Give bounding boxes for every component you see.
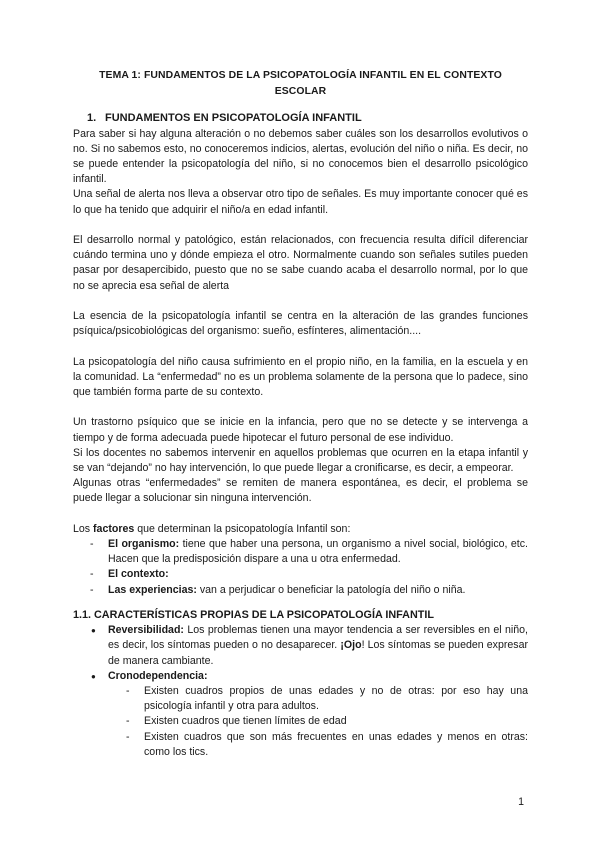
paragraph: Un trastorno psíquico que se inicie en la infancia, pero que no se detecte y se intervenga a tiempo y de forma adecuada puede hipotecar el futuro personal de ese individuo.: [73, 416, 528, 444]
list-item: ● Reversibilidad: Los problemas tienen una mayor tendencia a ser reversibles en el niño, es decir, los síntomas pueden o no desaparecer. ¡Ojo! Los síntomas se pueden expresar de manera cambiante.: [90, 623, 528, 669]
characteristics-list: [73, 623, 528, 760]
list-item: - El contexto:: [90, 567, 528, 582]
paragraph: Algunas otras “enfermedades” se remiten de manera espontánea, es decir, el problema se puede llegar a solucionar sin ninguna intervención.: [73, 477, 528, 505]
list-item: - Existen cuadros propios de unas edades y no de otras: por eso hay una psicología infantil y otra para adultos.: [126, 684, 528, 714]
paragraph: El desarrollo normal y patológico, están relacionados, con frecuencia resulta difícil diferenciar cuándo termina uno y dónde empieza el otro. Normalmente cuando son señales sutiles pueden pasar por desapercibido, puesto que no se sabe cuando acaba el desarrollo normal, por lo que no se aprecia esa señal de alerta: [73, 233, 528, 292]
chrono-sublist: [108, 684, 528, 760]
paragraph: Si los docentes no sabemos intervenir en aquellos problemas que ocurren en la etapa infantil y se van “dejando” no hay intervención, lo que puede llegar a cronificarse, es decir, a empeorar.: [73, 446, 528, 474]
section-1-1-heading: 1.1. CARACTERÍSTICAS PROPIAS DE LA PSICOPATOLOGÍA INFANTIL: [73, 608, 434, 621]
factors-list: [73, 537, 528, 598]
section-1-heading: [87, 111, 528, 127]
section-1-heading-text: FUNDAMENTOS EN PSICOPATOLOGÍA INFANTIL: [105, 112, 362, 124]
list-item: - Las experiencias: van a perjudicar o beneficiar la patología del niño o niña.: [90, 583, 528, 598]
list-item: - El organismo: tiene que haber una persona, un organismo a nivel social, biológico, etc. Hacen que la predisposición dispare a una u otra enfermedad.: [90, 537, 528, 567]
paragraph: La psicopatología del niño causa sufrimiento en el propio niño, en la familia, en la escuela y en la comunidad. La “enfermedad” no es un problema solamente de la persona que lo padece, sino que también forma parte de su contexto.: [73, 355, 528, 398]
paragraph: La esencia de la psicopatología infantil se centra en la alteración de las grandes funciones psíquica/psicobiológicas del organismo: sueño, esfínteres, alimentación....: [73, 309, 528, 338]
paragraph: Una señal de alerta nos lleva a observar otro tipo de señales. Es muy importante conocer qué es lo que ha tenido que adquirir el niño/a en edad infantil.: [73, 188, 528, 216]
document-title: TEMA 1: FUNDAMENTOS DE LA PSICOPATOLOGÍA INFANTIL EN EL CONTEXTO ESCOLAR: [99, 70, 502, 97]
paragraph: Para saber si hay alguna alteración o no debemos saber cuáles son los desarrollos evolutivos o no. Si no sabemos esto, no conoceremos indicios, alertas, evolución del niño o niña. Es decir, no se puede entender la psicopatología del niño, si no conocemos bien el desarrollo psicológico infantil.: [73, 127, 528, 186]
section-1-number: 1.: [87, 112, 97, 124]
list-item: ● Cronodependencia: - Existen cuadros propios de unas edades y no de otras: por eso hay una psicología infantil y otra para adultos. - Existen cuadros que tienen límites de edad - Existen cuadros que son más frecuentes en unas edades y menos en otras: como los tics.: [90, 669, 528, 760]
page-number: 1: [518, 796, 524, 808]
list-item: - Existen cuadros que son más frecuentes en unas edades y menos en otras: como los tics.: [126, 730, 528, 760]
list-item: - Existen cuadros que tienen límites de edad: [126, 714, 528, 729]
factors-intro: Los factores que determinan la psicopatología Infantil son:: [73, 522, 351, 535]
document-page: [73, 68, 528, 760]
